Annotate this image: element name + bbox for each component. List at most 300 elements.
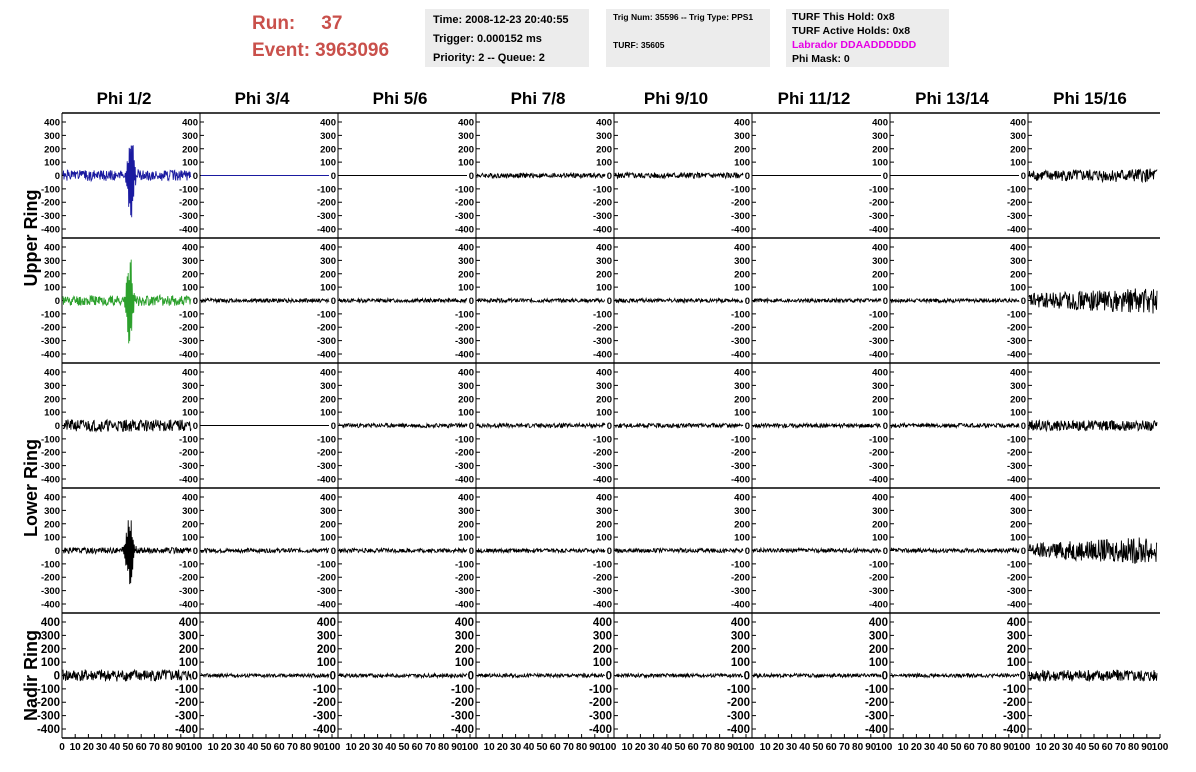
y-tick-label: 400: [592, 617, 612, 630]
y-tick-label: 200: [458, 144, 474, 156]
y-tick-label: 400: [178, 617, 198, 630]
y-tick-label: 300: [44, 255, 60, 267]
x-tick-label: 60: [687, 742, 699, 753]
waveform-trace: [891, 423, 1019, 427]
x-tick-label: 20: [634, 742, 646, 753]
phi-column-labels: [97, 89, 1127, 108]
y-tick-label: 300: [320, 380, 336, 392]
y-tick-label: -300: [1006, 586, 1026, 598]
y-tick-label: -200: [454, 197, 474, 209]
x-tick-label: 30: [510, 742, 522, 753]
y-tick-label: -100: [868, 309, 888, 321]
y-tick-label: -200: [1006, 197, 1026, 209]
y-tick-label: 400: [1010, 367, 1026, 379]
x-tick-label: 60: [135, 742, 147, 753]
y-tick-label: 200: [730, 643, 750, 656]
waveform-panel: [175, 613, 329, 738]
x-tick-label: 80: [300, 742, 312, 753]
y-tick-label: -400: [312, 723, 336, 736]
y-tick-label: -400: [588, 723, 612, 736]
x-tick-label: 30: [96, 742, 108, 753]
y-tick-label: -100: [178, 434, 198, 446]
y-tick-label: -300: [588, 710, 612, 723]
y-tick-label: 0: [1020, 171, 1026, 182]
waveform-panel: [455, 238, 605, 363]
x-tick-label: 100: [323, 742, 341, 753]
waveform-panel: [593, 488, 743, 613]
x-tick-label: 10: [207, 742, 219, 753]
waveform-panel: [1003, 613, 1157, 738]
x-tick-label: 40: [247, 742, 259, 753]
y-tick-label: -400: [592, 474, 612, 486]
x-tick-label: 100: [1013, 742, 1031, 753]
y-tick-label: -200: [178, 197, 198, 209]
x-tick-label: 80: [576, 742, 588, 753]
y-tick-label: -300: [454, 211, 474, 223]
waveform-trace: [339, 299, 467, 303]
y-tick-label: -300: [40, 336, 60, 348]
y-tick-label: -100: [730, 309, 750, 321]
y-tick-label: 400: [596, 492, 612, 504]
waveform-trace: [63, 520, 191, 584]
y-tick-label: 400: [44, 492, 60, 504]
y-tick-label: -300: [40, 586, 60, 598]
y-tick-label: 200: [40, 643, 60, 656]
x-tick-label: 10: [69, 742, 81, 753]
y-tick-label: 300: [44, 130, 60, 142]
trigger-text: Trigger: 0.000152 ms: [433, 33, 542, 45]
y-tick-label: 400: [1010, 242, 1026, 254]
y-tick-label: -300: [864, 710, 888, 723]
y-tick-label: -200: [730, 572, 750, 584]
y-tick-label: 300: [182, 255, 198, 267]
x-tick-label: 10: [345, 742, 357, 753]
y-tick-label: 0: [467, 670, 474, 683]
y-tick-label: 300: [730, 630, 750, 643]
y-tick-label: -200: [316, 572, 336, 584]
y-tick-label: -200: [316, 322, 336, 334]
y-tick-label: 300: [458, 130, 474, 142]
y-tick-label: 0: [744, 171, 750, 182]
y-tick-label: 100: [454, 657, 474, 670]
x-tick-label: 90: [589, 742, 601, 753]
y-tick-label: 300: [454, 630, 474, 643]
y-tick-label: 300: [872, 130, 888, 142]
y-tick-label: 400: [872, 242, 888, 254]
waveform-panel: [179, 113, 329, 238]
y-tick-label: -400: [868, 599, 888, 611]
y-tick-label: -100: [1006, 559, 1026, 571]
x-tick-label: 50: [812, 742, 824, 753]
x-tick-label: 80: [714, 742, 726, 753]
y-tick-label: 0: [468, 421, 474, 432]
x-tick-label: 70: [424, 742, 436, 753]
waveform-trace: [1029, 670, 1157, 682]
y-tick-label: -200: [730, 197, 750, 209]
waveform-panel: [593, 113, 743, 238]
event-label: Event:: [252, 40, 311, 61]
y-tick-label: -400: [174, 723, 198, 736]
y-tick-label: -400: [592, 349, 612, 361]
x-tick-label: 10: [759, 742, 771, 753]
y-tick-label: -200: [316, 447, 336, 459]
y-tick-label: 0: [743, 670, 750, 683]
x-tick-label: 30: [648, 742, 660, 753]
y-tick-label: 400: [596, 367, 612, 379]
x-tick-label: 40: [385, 742, 397, 753]
y-tick-label: 400: [44, 242, 60, 254]
y-tick-label: 0: [606, 546, 612, 557]
priority-text: Priority: 2 -- Queue: 2: [433, 52, 545, 64]
y-tick-label: 200: [320, 394, 336, 406]
x-tick-label: 80: [852, 742, 864, 753]
y-tick-label: 400: [320, 242, 336, 254]
y-tick-label: -100: [316, 184, 336, 196]
waveform-panel: [1007, 238, 1157, 363]
waveform-trace: [477, 548, 605, 552]
y-tick-label: -200: [592, 197, 612, 209]
y-tick-label: 0: [606, 171, 612, 182]
y-tick-label: -300: [312, 710, 336, 723]
y-tick-label: 100: [320, 157, 336, 169]
y-tick-label: 400: [734, 242, 750, 254]
y-tick-label: -100: [730, 184, 750, 196]
y-tick-label: -300: [868, 211, 888, 223]
y-tick-label: -400: [36, 723, 60, 736]
y-tick-label: 400: [320, 367, 336, 379]
y-tick-label: 0: [882, 171, 888, 182]
waveform-trace: [339, 548, 467, 552]
y-tick-label: 100: [458, 282, 474, 294]
x-tick-label: 70: [1114, 742, 1126, 753]
y-tick-label: -200: [178, 322, 198, 334]
y-tick-label: -200: [450, 697, 474, 710]
y-tick-label: 300: [734, 380, 750, 392]
y-tick-label: 0: [1019, 670, 1026, 683]
y-tick-label: 200: [182, 394, 198, 406]
y-tick-label: -400: [868, 474, 888, 486]
y-tick-label: -300: [730, 336, 750, 348]
y-tick-label: 300: [734, 130, 750, 142]
y-tick-label: 100: [868, 657, 888, 670]
y-tick-label: 200: [44, 144, 60, 156]
waveform-panel: [179, 488, 329, 613]
y-tick-label: -200: [178, 572, 198, 584]
y-tick-label: -100: [178, 559, 198, 571]
y-tick-label: 100: [872, 407, 888, 419]
y-tick-label: -400: [730, 349, 750, 361]
waveform-panel: [1007, 113, 1157, 238]
y-tick-label: 100: [40, 657, 60, 670]
turf-this-hold-text: TURF This Hold: 0x8: [792, 11, 895, 23]
x-tick-label: 70: [976, 742, 988, 753]
y-tick-label: 0: [744, 296, 750, 307]
y-tick-label: -100: [174, 683, 198, 696]
y-tick-label: -200: [592, 322, 612, 334]
waveform-panel: [317, 363, 467, 488]
y-tick-label: -400: [454, 349, 474, 361]
phi-column-label: Phi 7/8: [510, 89, 566, 108]
y-tick-label: 200: [734, 144, 750, 156]
y-tick-label: 100: [596, 532, 612, 544]
y-tick-label: -400: [40, 224, 60, 236]
y-tick-label: -300: [454, 586, 474, 598]
phi-column-label: Phi 1/2: [96, 89, 152, 108]
phi-column-label: Phi 3/4: [234, 89, 290, 108]
y-tick-label: -300: [178, 586, 198, 598]
y-tick-label: 100: [44, 532, 60, 544]
y-tick-label: 0: [881, 670, 888, 683]
x-tick-label: 50: [260, 742, 272, 753]
y-tick-label: 300: [592, 630, 612, 643]
y-tick-label: -100: [178, 184, 198, 196]
y-tick-label: 300: [1006, 630, 1026, 643]
y-tick-label: -400: [730, 599, 750, 611]
y-tick-label: 400: [316, 617, 336, 630]
waveform-panel: [869, 363, 1019, 488]
y-tick-label: -100: [316, 309, 336, 321]
y-tick-label: -200: [1006, 447, 1026, 459]
y-tick-label: 100: [596, 282, 612, 294]
x-tick-label: 10: [621, 742, 633, 753]
y-tick-label: -300: [316, 211, 336, 223]
y-tick-label: 200: [454, 643, 474, 656]
y-tick-label: -200: [868, 322, 888, 334]
y-tick-label: -400: [178, 224, 198, 236]
y-tick-label: -300: [316, 336, 336, 348]
y-tick-label: 100: [44, 157, 60, 169]
y-tick-label: -300: [36, 710, 60, 723]
y-tick-label: 300: [596, 505, 612, 517]
y-tick-label: -100: [730, 559, 750, 571]
y-tick-label: 400: [458, 367, 474, 379]
x-tick-label: 20: [910, 742, 922, 753]
y-tick-label: 200: [320, 144, 336, 156]
waveform-trace: [753, 423, 881, 427]
y-tick-label: -300: [178, 211, 198, 223]
waveform-trace: [891, 299, 1019, 303]
y-tick-label: 100: [734, 157, 750, 169]
y-tick-label: -200: [1006, 322, 1026, 334]
x-tick-label: 90: [727, 742, 739, 753]
x-tick-label: 60: [825, 742, 837, 753]
waveform-trace: [615, 548, 743, 552]
y-tick-label: -300: [868, 461, 888, 473]
y-tick-label: -300: [316, 461, 336, 473]
waveform-trace: [891, 674, 1019, 678]
waveform-panel: [41, 363, 191, 488]
y-tick-label: 300: [1010, 380, 1026, 392]
waveform-panel: [731, 488, 881, 613]
y-tick-label: -200: [592, 572, 612, 584]
y-tick-label: 400: [872, 367, 888, 379]
y-tick-label: -400: [592, 599, 612, 611]
x-tick-label: 50: [122, 742, 134, 753]
x-tick-label: 10: [897, 742, 909, 753]
waveform-panel: [1007, 363, 1157, 488]
y-tick-label: 100: [734, 282, 750, 294]
y-tick-label: 400: [734, 117, 750, 129]
y-tick-label: 100: [458, 532, 474, 544]
x-tick-label: 100: [875, 742, 893, 753]
x-tick-label: 100: [737, 742, 755, 753]
y-tick-label: 400: [182, 367, 198, 379]
y-tick-label: 400: [182, 242, 198, 254]
y-tick-label: -200: [174, 697, 198, 710]
y-tick-label: 0: [54, 421, 60, 432]
run-value: 37: [321, 13, 343, 34]
x-tick-label: 20: [358, 742, 370, 753]
y-tick-label: 300: [44, 505, 60, 517]
y-tick-label: 0: [606, 421, 612, 432]
y-tick-label: 200: [182, 144, 198, 156]
y-tick-label: -100: [450, 683, 474, 696]
waveform-panel: [455, 488, 605, 613]
y-tick-label: -400: [178, 349, 198, 361]
phi-column-label: Phi 11/12: [777, 89, 851, 108]
y-tick-label: 300: [868, 630, 888, 643]
y-tick-label: 0: [330, 421, 336, 432]
y-tick-label: 400: [320, 117, 336, 129]
y-tick-label: 100: [182, 532, 198, 544]
ring-label: Lower Ring: [21, 439, 41, 537]
y-tick-label: -400: [730, 474, 750, 486]
x-tick-label: 20: [1048, 742, 1060, 753]
y-tick-label: -200: [178, 447, 198, 459]
y-tick-label: -100: [868, 559, 888, 571]
y-tick-label: 400: [182, 117, 198, 129]
x-tick-label: 30: [372, 742, 384, 753]
y-tick-label: 200: [1010, 519, 1026, 531]
y-tick-label: -400: [450, 723, 474, 736]
y-tick-label: 400: [44, 367, 60, 379]
y-tick-label: 0: [192, 171, 198, 182]
x-tick-label: 50: [950, 742, 962, 753]
waveform-trace: [339, 674, 467, 678]
y-tick-label: -200: [592, 447, 612, 459]
y-tick-label: 0: [606, 296, 612, 307]
y-tick-label: 100: [734, 532, 750, 544]
y-tick-label: 100: [872, 157, 888, 169]
y-tick-label: 0: [191, 670, 198, 683]
y-tick-label: 400: [734, 367, 750, 379]
x-tick-label: 80: [162, 742, 174, 753]
y-tick-label: 400: [872, 492, 888, 504]
y-tick-label: -300: [1006, 336, 1026, 348]
y-tick-label: -100: [454, 184, 474, 196]
y-tick-label: -400: [726, 723, 750, 736]
y-tick-label: -100: [864, 683, 888, 696]
y-tick-label: 0: [744, 546, 750, 557]
y-tick-label: 300: [182, 505, 198, 517]
y-tick-label: 400: [734, 492, 750, 504]
y-tick-label: 100: [178, 657, 198, 670]
y-tick-label: -100: [316, 559, 336, 571]
x-tick-label: 90: [865, 742, 877, 753]
y-tick-label: 300: [320, 505, 336, 517]
y-tick-label: 100: [730, 657, 750, 670]
y-tick-label: -200: [40, 322, 60, 334]
y-tick-label: 100: [1010, 282, 1026, 294]
waveform-trace: [63, 670, 191, 682]
y-tick-label: 200: [596, 269, 612, 281]
waveform-panel: [451, 613, 605, 738]
waveform-trace: [1029, 289, 1157, 314]
waveform-trace: [1029, 538, 1157, 564]
time-text: Time: 2008-12-23 20:40:55: [433, 14, 569, 26]
y-tick-label: 100: [1010, 532, 1026, 544]
waveform-panel: [731, 238, 881, 363]
y-tick-label: -100: [726, 683, 750, 696]
waveform-trace: [753, 299, 881, 303]
y-tick-label: 200: [596, 144, 612, 156]
y-tick-label: 200: [44, 394, 60, 406]
x-tick-label: 90: [1003, 742, 1015, 753]
y-tick-label: 400: [40, 617, 60, 630]
event-value: 3963096: [315, 40, 390, 61]
x-tick-label: 40: [1075, 742, 1087, 753]
y-tick-label: 200: [1006, 643, 1026, 656]
y-tick-label: 0: [1020, 296, 1026, 307]
waveform-panel: [589, 613, 743, 738]
x-tick-label: 10: [483, 742, 495, 753]
y-tick-label: 0: [53, 670, 60, 683]
ring-label: Nadir Ring: [21, 629, 41, 722]
waveform-trace: [477, 423, 605, 427]
y-tick-label: 0: [1020, 546, 1026, 557]
x-tick-label: 100: [1151, 742, 1169, 753]
y-tick-label: 300: [320, 255, 336, 267]
waveform-panel: [317, 488, 467, 613]
y-tick-label: -200: [40, 447, 60, 459]
y-tick-label: 100: [1006, 657, 1026, 670]
turf-text: TURF: 35605: [613, 40, 665, 50]
y-tick-label: 0: [882, 421, 888, 432]
waveform-trace: [339, 423, 467, 427]
y-tick-label: 0: [330, 296, 336, 307]
y-tick-label: -400: [864, 723, 888, 736]
y-tick-label: 100: [320, 532, 336, 544]
waveform-panel: [317, 238, 467, 363]
y-tick-label: -200: [588, 697, 612, 710]
y-tick-label: -200: [864, 697, 888, 710]
y-tick-label: -400: [316, 599, 336, 611]
y-tick-label: 200: [734, 519, 750, 531]
y-tick-label: 300: [596, 380, 612, 392]
y-tick-label: -100: [868, 434, 888, 446]
y-tick-label: -100: [588, 683, 612, 696]
y-tick-label: -100: [592, 309, 612, 321]
y-tick-label: 200: [596, 394, 612, 406]
y-tick-label: -400: [730, 224, 750, 236]
y-tick-label: -300: [1006, 211, 1026, 223]
y-tick-label: 0: [330, 171, 336, 182]
y-tick-label: -400: [40, 349, 60, 361]
x-tick-label: 70: [148, 742, 160, 753]
y-tick-label: -200: [36, 697, 60, 710]
y-tick-label: 100: [458, 157, 474, 169]
y-tick-label: -100: [40, 559, 60, 571]
x-tick-label: 50: [398, 742, 410, 753]
y-tick-label: 200: [596, 519, 612, 531]
y-tick-label: 200: [734, 394, 750, 406]
waveform-panel: [865, 613, 1019, 738]
x-tick-label: 100: [185, 742, 203, 753]
y-tick-label: -400: [1006, 349, 1026, 361]
labrador-text: Labrador DDAADDDDDD: [792, 39, 917, 51]
y-tick-label: -400: [868, 349, 888, 361]
y-tick-label: -200: [1006, 572, 1026, 584]
